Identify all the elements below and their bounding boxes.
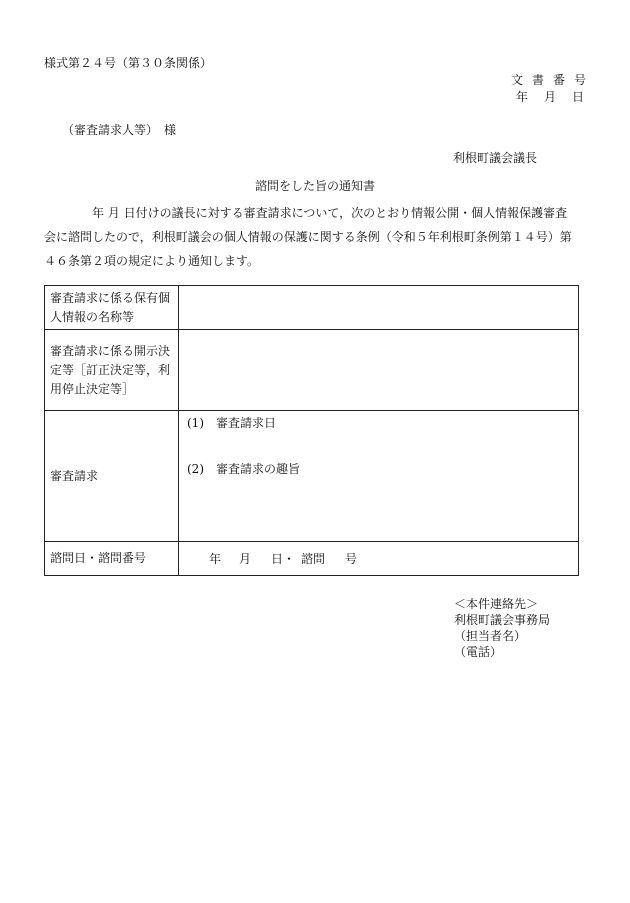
row-label-consultation: 諮問日・諮問番号 (45, 542, 179, 576)
day-label: 日・ (271, 551, 296, 566)
table-row-consultation (45, 542, 579, 576)
contact-heading: ＜本件連絡先＞ (454, 597, 539, 611)
body-line-2: 会に諮問したので，利根町議会の個人情報の保護に関する条例（令和５年利根町条例第１４号）第 (44, 230, 572, 244)
row-value-consultation (179, 542, 579, 576)
sender: 利根町議会議長 (452, 151, 537, 165)
item-number: (1) (187, 416, 204, 430)
row-label-personal-info-name: 審査請求に係る保有個人情報の名称等 (45, 286, 179, 330)
item-text: 審査請求の趣旨 (216, 462, 301, 476)
contact-person: （担当者名） (454, 629, 527, 643)
year-label: 年 (209, 551, 222, 566)
review-request-date-item (187, 417, 276, 429)
contact-block (454, 596, 550, 660)
consult-label: 諮問 (301, 551, 326, 566)
number-suffix: 号 (345, 551, 358, 566)
row-label-review-request: 審査請求 (45, 411, 179, 542)
row-value-personal-info-name (179, 286, 579, 330)
item-text: 審査請求日 (216, 416, 277, 430)
info-table (44, 285, 579, 576)
table-row-personal-info-name (45, 286, 579, 330)
item-number: (2) (187, 462, 204, 476)
document-title: 諮問をした旨の通知書 (254, 179, 375, 193)
body-line-1-text: 年 月 日付けの議長に対する審査請求について，次のとおり情報公開・個人情報保護審査 (92, 206, 568, 220)
row-value-disclosure-decision (179, 330, 579, 411)
recipient: （審査請求人等） 様 (62, 123, 177, 137)
row-label-disclosure-decision: 審査請求に係る開示決定等［訂正決定等，利用停止決定等］ (45, 330, 179, 411)
body-line-3: ４６条第２項の規定により通知します。 (44, 254, 260, 268)
form-number: 様式第２４号（第３０条関係） (44, 56, 213, 70)
body-text (44, 201, 586, 273)
consultation-date-line (179, 553, 578, 565)
date-label: 年 月 日 (515, 90, 586, 104)
document-number-label: 文書番号 (510, 73, 595, 87)
table-row-review-request (45, 411, 579, 542)
row-value-review-request (179, 411, 579, 542)
body-line-1 (44, 201, 586, 225)
review-request-purpose-item (187, 463, 300, 475)
contact-office: 利根町議会事務局 (454, 613, 551, 627)
contact-phone: （電話） (454, 645, 503, 659)
table-row-disclosure-decision (45, 330, 579, 411)
month-label: 月 (239, 551, 252, 566)
